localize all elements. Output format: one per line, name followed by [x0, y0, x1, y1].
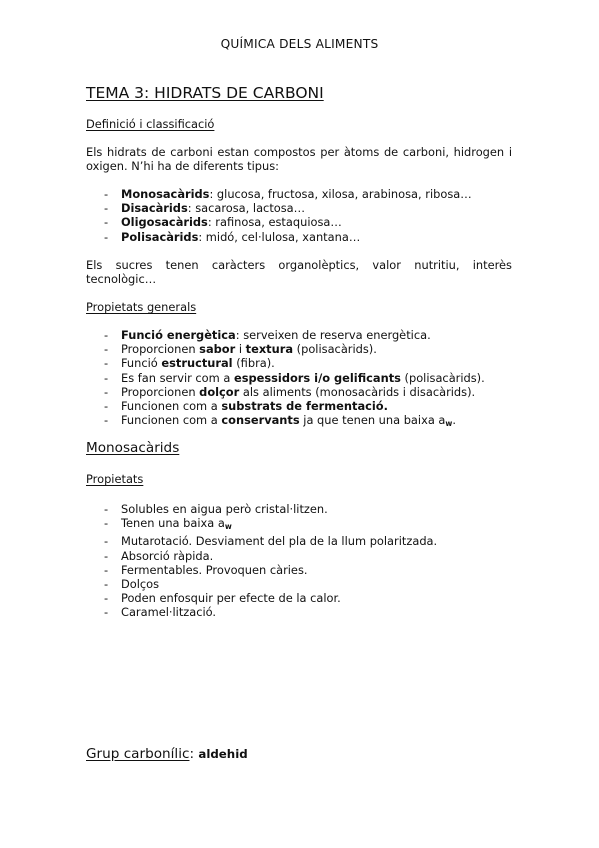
list-item: - Disacàrids: sacarosa, lactosa… — [104, 201, 306, 216]
document-header: QUÍMICA DELS ALIMENTS — [220, 37, 379, 51]
list-item: - Funció energètica: serveixen de reserva energètica. — [104, 328, 431, 342]
list-item: - Dolços — [104, 577, 160, 592]
list-item: - Proporcionen dolçor als aliments (monosacàrids i disacàrids). — [104, 384, 476, 399]
monosaccharides-heading: Monosacàrids — [86, 440, 180, 456]
monosaccharides-properties-list — [86, 502, 526, 620]
list-item: - Funció estructural (fibra). — [104, 356, 275, 371]
list-item: - Poden enfosquir per efecte de la calor. — [104, 591, 341, 606]
list-item: - Absorció ràpida. — [104, 548, 214, 563]
types-list — [86, 187, 526, 244]
sugars-paragraph: Els sucres tenen caràcters organolèptics, valor nutritiu, interès tecnològic… — [86, 258, 512, 286]
carbonyl-group-line: Grup carbonílic: aldehid — [86, 746, 248, 762]
general-properties-heading: Propietats generals — [86, 300, 197, 314]
general-properties-list — [86, 328, 526, 431]
carbonyl-group-value: aldehid — [198, 747, 248, 761]
list-item: - Funcionen com a substrats de fermentació. — [104, 399, 388, 414]
list-item: - Tenen una baixa $a_w$ — [104, 516, 232, 532]
list-item: - Proporcionen sabor i textura (polisacàrids). — [104, 342, 377, 357]
definition-heading: Definició i classificació — [86, 117, 215, 131]
list-item: - Caramel·lització. — [104, 605, 217, 620]
list-item: - Solubles en aigua però cristal·litzen. — [104, 502, 328, 516]
carbonyl-group-label: Grup carbonílic — [86, 746, 190, 762]
monosaccharides-properties-heading: Propietats — [86, 472, 144, 486]
list-item: - Polisacàrids: midó, cel·lulosa, xantana… — [104, 229, 361, 244]
list-item: - Oligosacàrids: rafinosa, estaquiosa… — [104, 215, 342, 230]
list-item: - Monosacàrids: glucosa, fructosa, xilosa, arabinosa, ribosa… — [104, 187, 472, 201]
list-item: - Mutarotació. Desviament del pla de la llum polaritzada. — [104, 534, 438, 549]
list-item: - Es fan servir com a espessidors i/o gelificants (polisacàrids). — [104, 370, 485, 385]
definition-paragraph: Els hidrats de carboni estan compostos per àtoms de carboni, hidrogen i oxigen. N’hi ha de diferents tipus: — [86, 145, 512, 173]
topic-title: TEMA 3: HIDRATS DE CARBONI — [86, 84, 324, 102]
list-item: - Fermentables. Provoquen càries. — [104, 562, 308, 577]
list-item: - Funcionen com a conservants ja que tenen una baixa $a_w$. — [104, 413, 456, 429]
